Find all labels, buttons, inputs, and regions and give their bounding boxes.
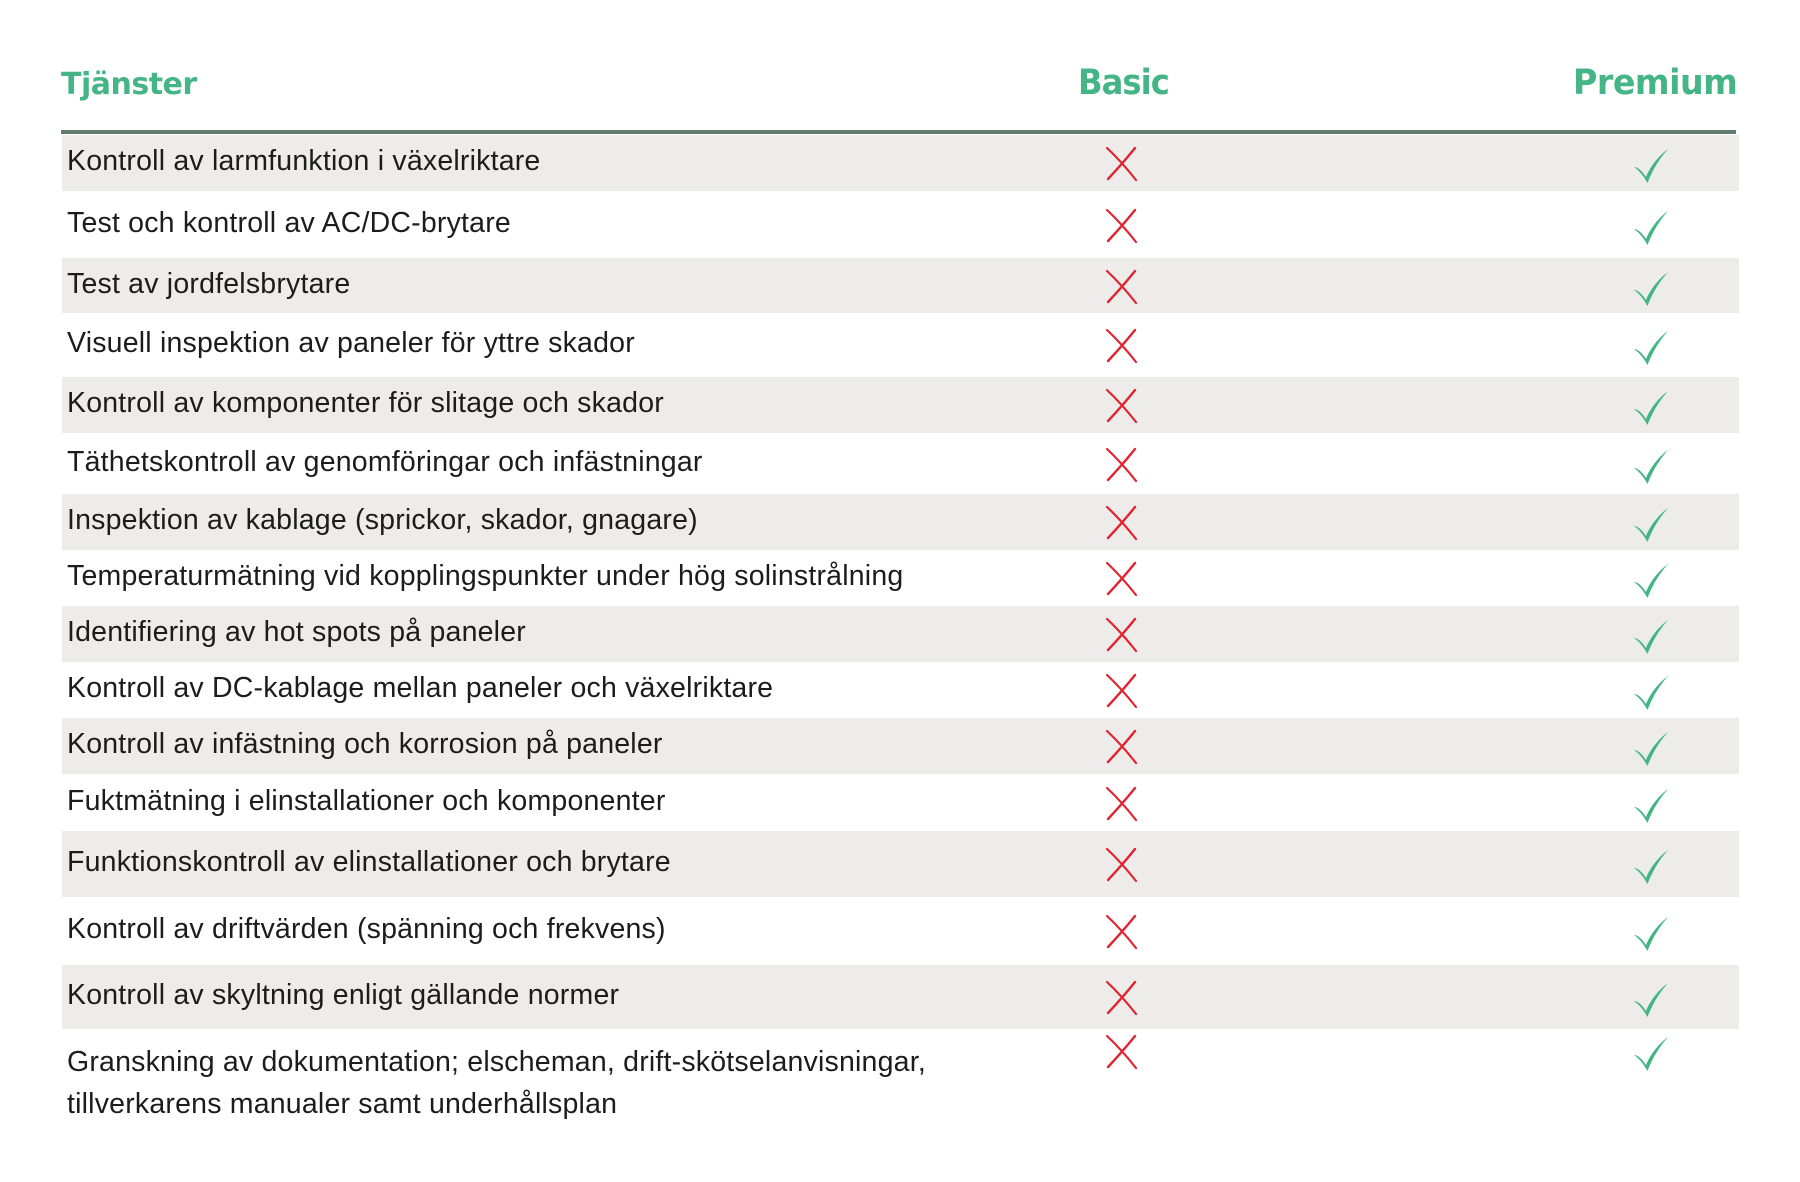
row-label: Kontroll av skyltning enligt gällande normer — [67, 979, 620, 1011]
row-label: Identifiering av hot spots på paneler — [67, 616, 526, 648]
table-row — [62, 550, 1739, 606]
table-row — [62, 897, 1739, 965]
check-icon — [1630, 560, 1670, 600]
row-label: Test av jordfelsbrytare — [67, 268, 351, 300]
row-label: Kontroll av larmfunktion i växelriktare — [67, 145, 541, 177]
cross-icon — [1101, 266, 1141, 306]
table-row — [62, 258, 1739, 313]
cross-icon — [1101, 977, 1141, 1017]
table-row — [62, 606, 1739, 662]
row-label: Inspektion av kablage (sprickor, skador, gnagare) — [67, 504, 698, 536]
row-label: Granskning av dokumentation; elscheman, drift-skötselanvisningar, — [67, 1046, 926, 1078]
check-icon — [1630, 785, 1670, 825]
table-row — [62, 774, 1739, 831]
check-icon — [1630, 913, 1670, 953]
table-row — [62, 191, 1739, 258]
table-row — [62, 965, 1739, 1029]
check-icon — [1630, 446, 1670, 486]
header-divider — [61, 130, 1736, 134]
table-row — [62, 433, 1739, 494]
row-label: Fuktmätning i elinstallationer och komponenter — [67, 785, 666, 817]
check-icon — [1630, 616, 1670, 656]
table-row — [62, 494, 1739, 550]
cross-icon — [1101, 783, 1141, 823]
table-row — [62, 313, 1739, 377]
table-row — [62, 135, 1739, 191]
check-icon — [1630, 387, 1670, 427]
cross-icon — [1101, 325, 1141, 365]
cross-icon — [1101, 143, 1141, 183]
check-icon — [1630, 672, 1670, 712]
row-label: Kontroll av DC-kablage mellan paneler och växelriktare — [67, 672, 774, 704]
row-label: Kontroll av komponenter för slitage och skador — [67, 387, 664, 419]
cross-icon — [1101, 205, 1141, 245]
table-row — [62, 831, 1739, 897]
cross-icon — [1101, 844, 1141, 884]
check-icon — [1630, 504, 1670, 544]
cross-icon — [1101, 558, 1141, 598]
column-header-premium: Premium — [1573, 63, 1738, 103]
check-icon — [1630, 1033, 1670, 1073]
check-icon — [1630, 846, 1670, 886]
cross-icon — [1101, 911, 1141, 951]
table-row — [62, 718, 1739, 774]
column-header-services: Tjänster — [61, 67, 197, 102]
check-icon — [1630, 268, 1670, 308]
table-row — [62, 377, 1739, 433]
cross-icon — [1101, 670, 1141, 710]
column-header-basic: Basic — [1078, 63, 1169, 103]
check-icon — [1630, 207, 1670, 247]
check-icon — [1630, 327, 1670, 367]
row-label: Kontroll av infästning och korrosion på paneler — [67, 728, 663, 760]
cross-icon — [1101, 385, 1141, 425]
check-icon — [1630, 145, 1670, 185]
table-row — [62, 662, 1739, 718]
cross-icon — [1101, 502, 1141, 542]
cross-icon — [1101, 1031, 1141, 1071]
check-icon — [1630, 979, 1670, 1019]
cross-icon — [1101, 726, 1141, 766]
check-icon — [1630, 728, 1670, 768]
row-label: Visuell inspektion av paneler för yttre skador — [67, 327, 635, 359]
cross-icon — [1101, 614, 1141, 654]
row-label: Test och kontroll av AC/DC-brytare — [67, 207, 511, 239]
row-label: tillverkarens manualer samt underhållsplan — [67, 1088, 618, 1120]
row-label: Funktionskontroll av elinstallationer och brytare — [67, 846, 671, 878]
cross-icon — [1101, 444, 1141, 484]
row-label: Täthetskontroll av genomföringar och infästningar — [67, 446, 703, 478]
row-label: Kontroll av driftvärden (spänning och frekvens) — [67, 913, 666, 945]
table-row — [62, 1029, 1739, 1129]
row-label: Temperaturmätning vid kopplingspunkter under hög solinstrålning — [67, 560, 904, 592]
